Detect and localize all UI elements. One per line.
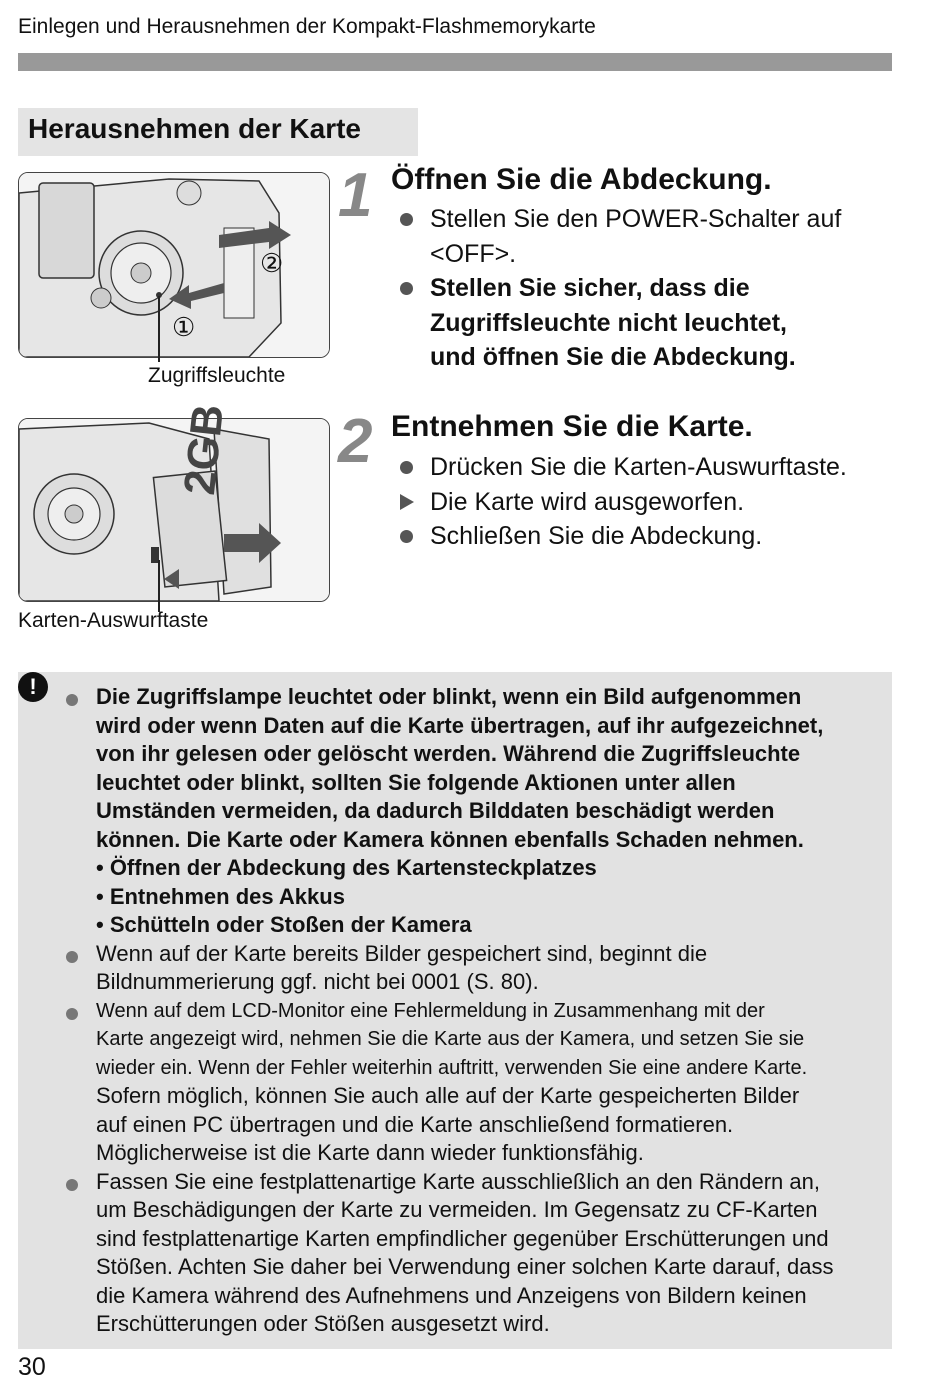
caution-line: sind festplattenartige Karten empfindlicher gegenüber Erschütterungen und [96, 1225, 829, 1251]
caution-line: Umständen vermeiden, da dadurch Bilddaten beschädigt werden [96, 798, 775, 823]
caution-line: Fassen Sie eine festplattenartige Karte ausschließlich an den Rändern an, [96, 1168, 820, 1194]
list-item-line: Zugriffsleuchte nicht leuchtet, [430, 308, 787, 337]
step-1-number: 1 [338, 161, 373, 230]
step-2-list [398, 450, 898, 554]
caution-line: Karte angezeigt wird, nehmen Sie die Karte aus der Kamera, und setzen Sie sie [96, 1028, 805, 1050]
caution-line: auf einen PC übertragen und die Karte anschließend formatieren. [96, 1111, 734, 1137]
result-arrow-icon [400, 494, 414, 510]
page-header-title: Einlegen und Herausnehmen der Kompakt-Flashmemorykarte [18, 15, 596, 38]
camera-illustration-eject-card [18, 418, 330, 602]
list-item-line: Schließen Sie die Abdeckung. [430, 522, 763, 550]
list-item-line: Stellen Sie den POWER-Schalter auf [430, 205, 842, 233]
list-item [64, 940, 884, 997]
callout-leader-line [158, 560, 160, 612]
caution-line: wird oder wenn Daten auf die Karte übertragen, auf ihr aufgezeichnet, [96, 712, 824, 738]
bullet-dot-icon [66, 694, 78, 706]
step-1-title: Öffnen Sie die Abdeckung. [391, 163, 772, 196]
list-item-line: <OFF>. [430, 239, 517, 268]
list-item-line: und öffnen Sie die Abdeckung. [430, 343, 796, 371]
bullet-dot-icon [66, 1008, 78, 1020]
bullet-dot-icon [400, 282, 413, 295]
caution-line: Die Zugriffslampe leuchtet oder blinkt, wenn ein Bild aufgenommen [96, 684, 802, 709]
list-item [398, 202, 898, 271]
step-2-title: Entnehmen Sie die Karte. [391, 410, 753, 443]
caution-line: Erschütterungen oder Stößen ausgesetzt wird. [96, 1311, 550, 1336]
page-number: 30 [18, 1353, 46, 1381]
list-item [398, 485, 898, 520]
list-item [64, 683, 884, 940]
caution-line: Sofern möglich, können Sie auch alle auf der Karte gespeicherten Bilder [96, 1083, 800, 1108]
marker-2: ② [260, 248, 284, 278]
list-item [398, 450, 898, 485]
caution-line: von ihr gelesen oder gelöscht werden. Während die Zugriffsleuchte [96, 741, 801, 766]
list-item-line: Stellen Sie sicher, dass die [430, 274, 750, 302]
caution-line: Stößen. Achten Sie daher bei Verwendung einer solchen Karte darauf, dass [96, 1254, 834, 1279]
caution-line: • Entnehmen des Akkus [96, 883, 345, 909]
caution-line: um Beschädigungen der Karte zu vermeiden. Im Gegensatz zu CF-Karten [96, 1197, 818, 1222]
marker-1: ① [172, 312, 196, 342]
caution-icon: ! [18, 672, 48, 702]
caution-line: Wenn auf dem LCD-Monitor eine Fehlermeldung in Zusammenhang mit der [96, 999, 765, 1022]
callout-leader-line [158, 296, 160, 362]
list-item-line: Die Karte wird ausgeworfen. [430, 487, 745, 516]
callout-access-lamp: Zugriffsleuchte [148, 364, 286, 387]
card-capacity-label: 2GB [175, 402, 234, 498]
list-item [398, 271, 898, 375]
callout-eject-button: Karten-Auswurftaste [18, 609, 209, 632]
bullet-dot-icon [400, 213, 413, 226]
caution-line: • Öffnen der Abdeckung des Kartensteckplatzes [96, 855, 597, 880]
list-item [398, 519, 898, 554]
list-item [64, 997, 884, 1168]
caution-list [64, 683, 884, 1339]
caution-line: können. Die Karte oder Kamera können ebenfalls Schaden nehmen. [96, 826, 804, 852]
caution-line: wieder ein. Wenn der Fehler weiterhin auftritt, verwenden Sie eine andere Karte. [96, 1056, 808, 1079]
step-1-list [398, 202, 898, 375]
bullet-dot-icon [66, 951, 78, 963]
caution-line: Wenn auf der Karte bereits Bilder gespeichert sind, beginnt die [96, 940, 708, 966]
caution-line: Möglicherweise ist die Karte dann wieder funktionsfähig. [96, 1140, 644, 1165]
header-bar [18, 53, 892, 71]
bullet-dot-icon [400, 461, 413, 474]
section-title-box [18, 108, 418, 156]
bullet-dot-icon [66, 1179, 78, 1191]
list-item [64, 1168, 884, 1339]
caution-line: • Schütteln oder Stoßen der Kamera [96, 912, 472, 937]
caution-line: die Kamera während des Aufnehmens und Anzeigens von Bildern keinen [96, 1282, 807, 1308]
caution-line: leuchtet oder blinkt, sollten Sie folgende Aktionen unter allen [96, 769, 736, 795]
step-2-number: 2 [338, 407, 373, 476]
list-item-line: Drücken Sie die Karten-Auswurftaste. [430, 453, 847, 481]
bullet-dot-icon [400, 530, 413, 543]
caution-line: Bildnummerierung ggf. nicht bei 0001 (S. 80). [96, 969, 539, 994]
section-title: Herausnehmen der Karte [28, 113, 362, 144]
